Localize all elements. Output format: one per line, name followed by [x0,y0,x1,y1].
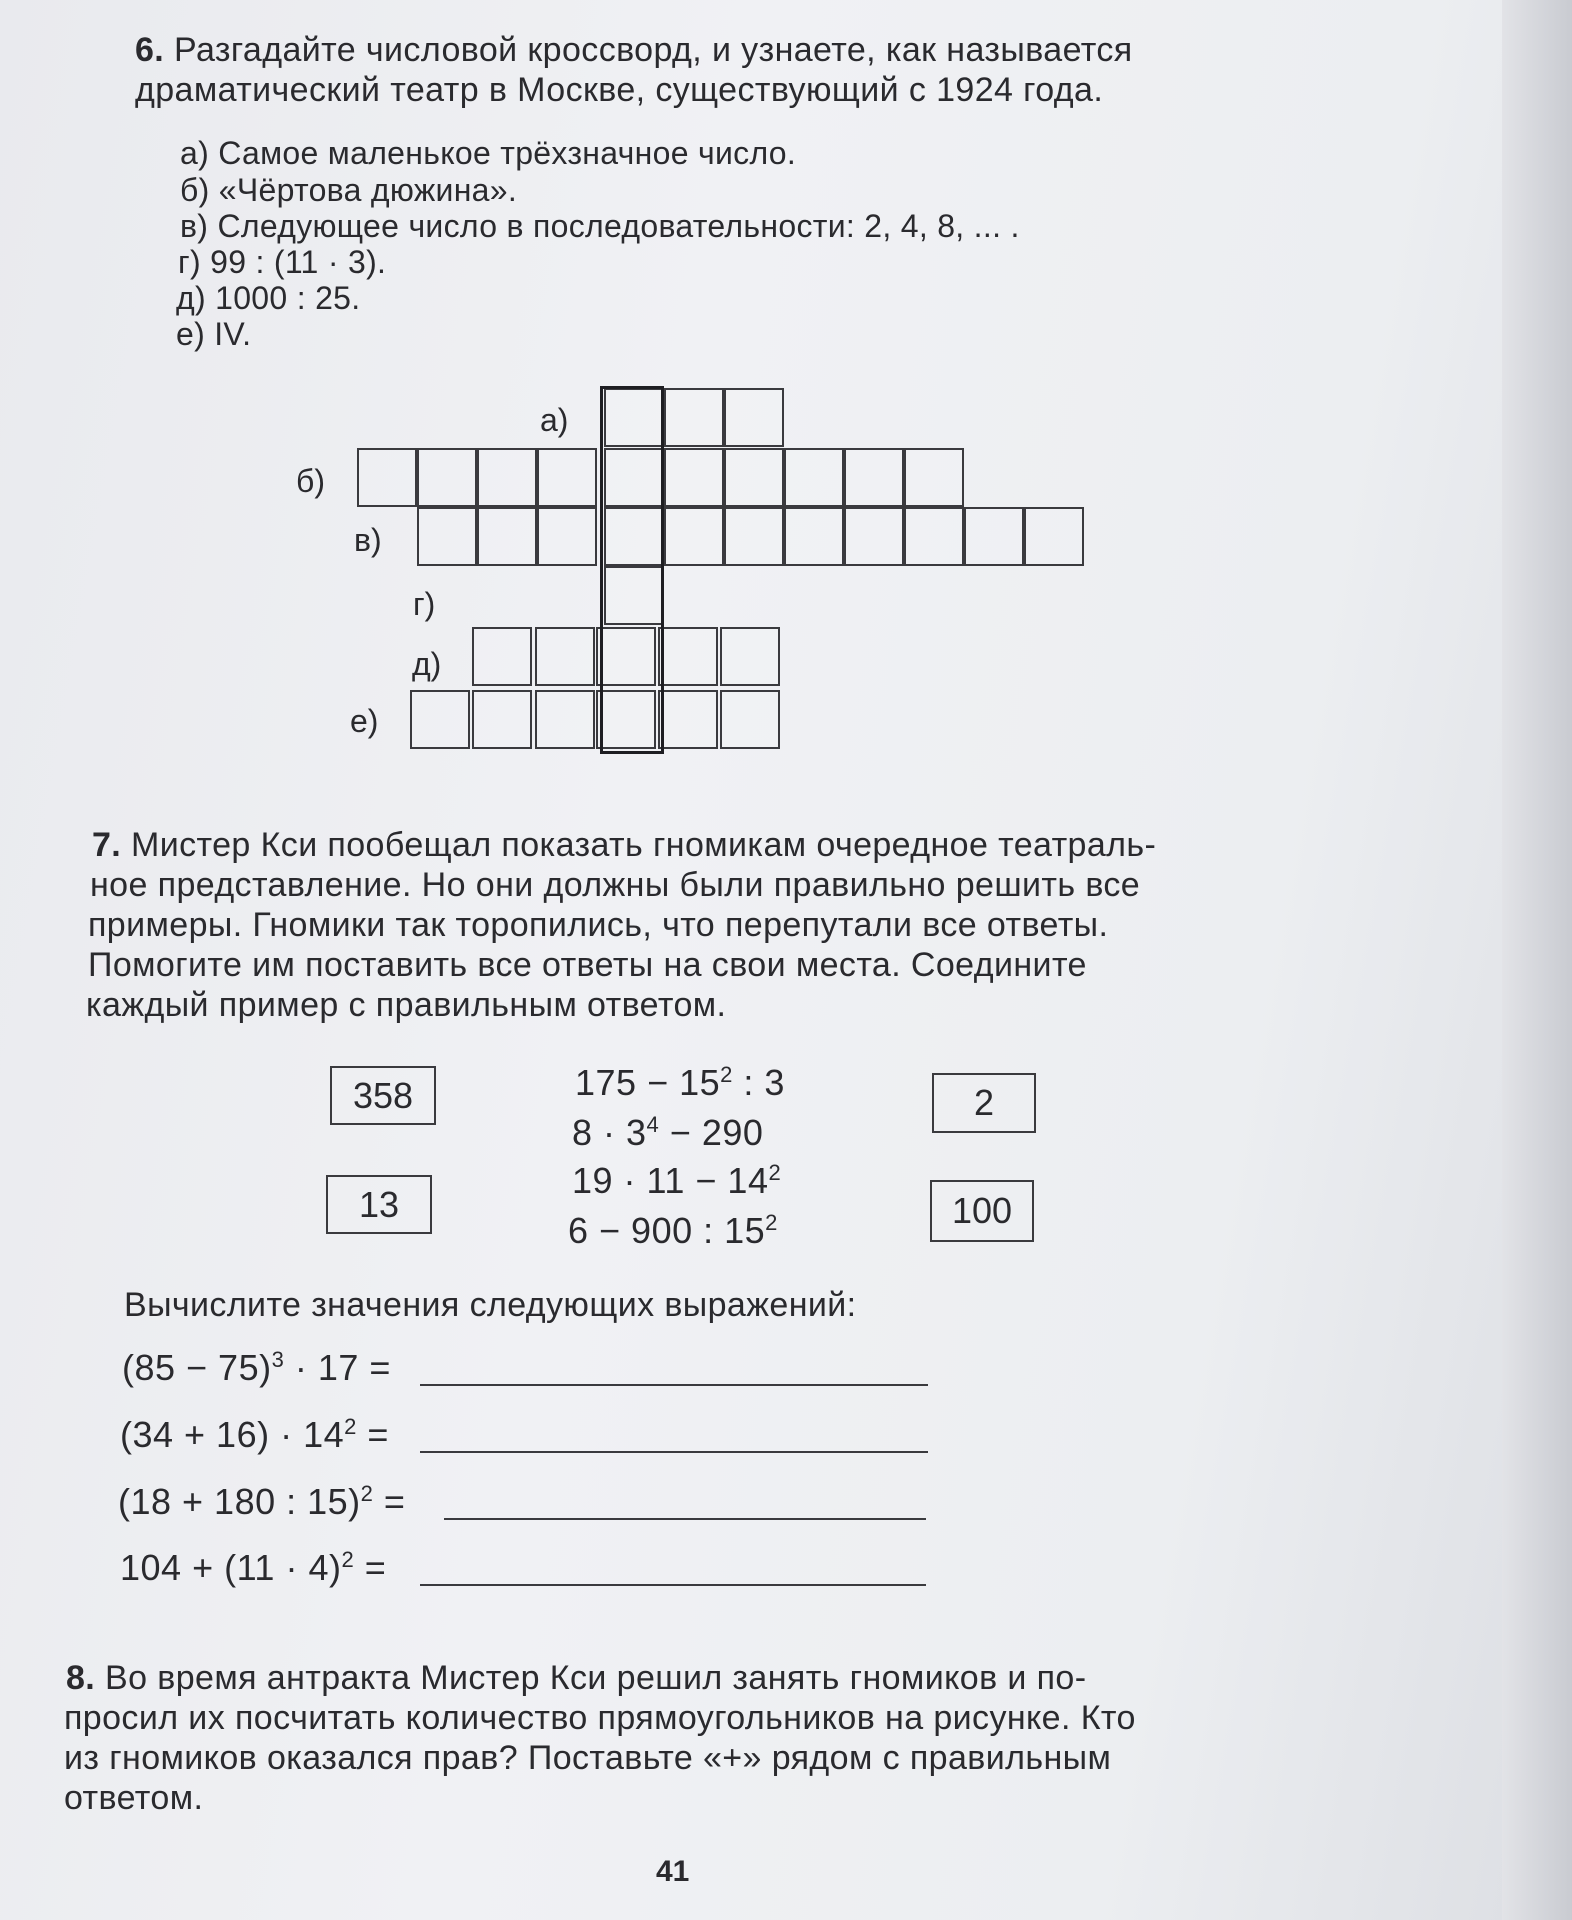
calc-1-rest: · 17 = [284,1347,391,1388]
crossword-label-e: е) [350,703,379,739]
crossword-label-d: д) [412,646,442,682]
crossword-cell-b1[interactable] [357,448,417,507]
answer-box-100[interactable]: 100 [930,1180,1034,1242]
calc-4-answer-line[interactable] [420,1584,926,1586]
crossword-label-v: в) [354,522,382,558]
calc-1-exp: 3 [271,1347,285,1372]
calc-2 [120,1414,389,1456]
calc-4-base: 104 + (11 · 4) [120,1547,342,1588]
example-1-exp: 2 [720,1062,733,1087]
crossword-cell-b6[interactable] [664,448,724,507]
calc-4 [120,1547,386,1589]
calc-2-answer-line[interactable] [420,1451,928,1453]
crossword-cell-v6[interactable] [724,507,784,566]
calc-3-exp: 2 [360,1481,374,1506]
task6-clue-v: в) Следующее число в последовательности: 2, 4, 8, ... . [180,208,1020,244]
example-2[interactable] [572,1112,763,1154]
crossword-cell-v1[interactable] [417,507,477,566]
task8-text-line4: ответом. [64,1779,204,1817]
example-1-rest: : 3 [732,1062,785,1103]
crossword-cell-v9[interactable] [904,507,964,566]
crossword-cell-d2[interactable] [535,627,595,686]
crossword-cell-v8[interactable] [844,507,904,566]
crossword-cell-e6[interactable] [720,690,780,749]
answer-box-358[interactable]: 358 [330,1066,436,1125]
example-1-base: 175 − 15 [575,1062,721,1103]
calc-2-base: (34 + 16) · 14 [120,1414,345,1455]
crossword-cell-v2[interactable] [477,507,537,566]
task6-text-line1: Разгадайте числовой кроссворд, и узнаете, как называется [174,31,1133,69]
crossword-cell-b8[interactable] [784,448,844,507]
calc-3-base: (18 + 180 : 15) [118,1481,361,1522]
task6-text-line2: драматический театр в Москве, существующий с 1924 года. [135,71,1104,109]
crossword-cell-v7[interactable] [784,507,844,566]
task8-text-line2: просил их посчитать количество прямоугольников на рисунке. Кто [64,1699,1136,1737]
example-3[interactable] [572,1160,781,1202]
crossword-cell-b4[interactable] [537,448,597,507]
task7-number: 7. [92,826,122,864]
crossword-cell-a2[interactable] [664,388,724,447]
crossword-cell-e1[interactable] [410,690,470,749]
calc-2-exp: 2 [344,1414,357,1439]
task6-clue-d: д) 1000 : 25. [176,280,361,316]
calc-3 [118,1481,405,1523]
crossword-cell-b2[interactable] [417,448,477,507]
task7-text-line4: Помогите им поставить все ответы на свои места. Соедините [88,946,1087,984]
task7-text-line5: каждый пример с правильным ответом. [86,986,727,1024]
task8-text-line3: из гномиков оказался прав? Поставьте «+» рядом с правильным [64,1739,1112,1777]
page-edge-shadow [1502,0,1572,1920]
example-2-rest: − 290 [659,1112,764,1153]
task6-clue-e: е) IV. [176,316,252,352]
crossword-cell-b3[interactable] [477,448,537,507]
example-2-base: 8 · 3 [572,1112,647,1153]
example-3-exp: 2 [768,1160,782,1185]
task7-text-line3: примеры. Гномики так торопились, что перепутали все ответы. [88,906,1109,944]
calc-1 [122,1347,391,1389]
calc-title: Вычислите значения следующих выражений: [124,1286,857,1324]
crossword-cell-a3[interactable] [724,388,784,447]
example-1[interactable] [575,1062,785,1104]
crossword-cell-d4[interactable] [658,627,718,686]
crossword-cell-d1[interactable] [472,627,532,686]
crossword-cell-v5[interactable] [664,507,724,566]
crossword-cell-v11[interactable] [1024,507,1084,566]
calc-1-answer-line[interactable] [420,1384,928,1386]
example-4-base: 6 − 900 : 15 [568,1210,766,1251]
task6-clue-g: г) 99 : (11 · 3). [178,244,387,280]
calc-1-base: (85 − 75) [122,1347,272,1388]
task7-line1 [92,825,1156,865]
task7-text-line2: ное представление. Но они должны были правильно решить все [90,866,1141,904]
crossword-label-a: а) [540,402,569,438]
example-4[interactable] [568,1210,778,1252]
task6-clue-a: а) Самое маленькое трёхзначное число. [180,135,797,171]
crossword-cell-b10[interactable] [904,448,964,507]
calc-3-answer-line[interactable] [444,1518,926,1520]
example-3-base: 19 · 11 − 14 [572,1160,769,1201]
crossword-cell-e2[interactable] [472,690,532,749]
crossword-cell-b7[interactable] [724,448,784,507]
crossword-cell-b9[interactable] [844,448,904,507]
crossword-cell-e3[interactable] [535,690,595,749]
task6-clue-b: б) «Чёртова дюжина». [180,172,518,208]
calc-4-rest: = [354,1547,387,1588]
crossword-label-g: г) [413,586,436,622]
crossword-key-column [600,386,664,754]
crossword-cell-v3[interactable] [537,507,597,566]
calc-3-rest: = [373,1481,406,1522]
crossword-label-b: б) [296,463,325,499]
answer-box-2[interactable]: 2 [932,1073,1036,1133]
example-2-exp: 4 [646,1112,660,1137]
task8-text-line1: Во время антракта Мистер Кси решил занять гномиков и по- [105,1659,1087,1697]
task8-line1 [66,1658,1086,1698]
answer-box-13[interactable]: 13 [326,1175,432,1234]
crossword-cell-e5[interactable] [658,690,718,749]
task6-heading-line1 [135,30,1133,70]
task8-number: 8. [66,1659,96,1697]
example-4-exp: 2 [765,1210,778,1235]
calc-2-rest: = [356,1414,389,1455]
task7-text-line1: Мистер Кси пообещал показать гномикам очередное театраль- [131,826,1157,864]
page-number: 41 [656,1855,690,1888]
task6-number: 6. [135,31,165,69]
calc-4-exp: 2 [341,1547,355,1572]
crossword-cell-d5[interactable] [720,627,780,686]
crossword-cell-v10[interactable] [964,507,1024,566]
